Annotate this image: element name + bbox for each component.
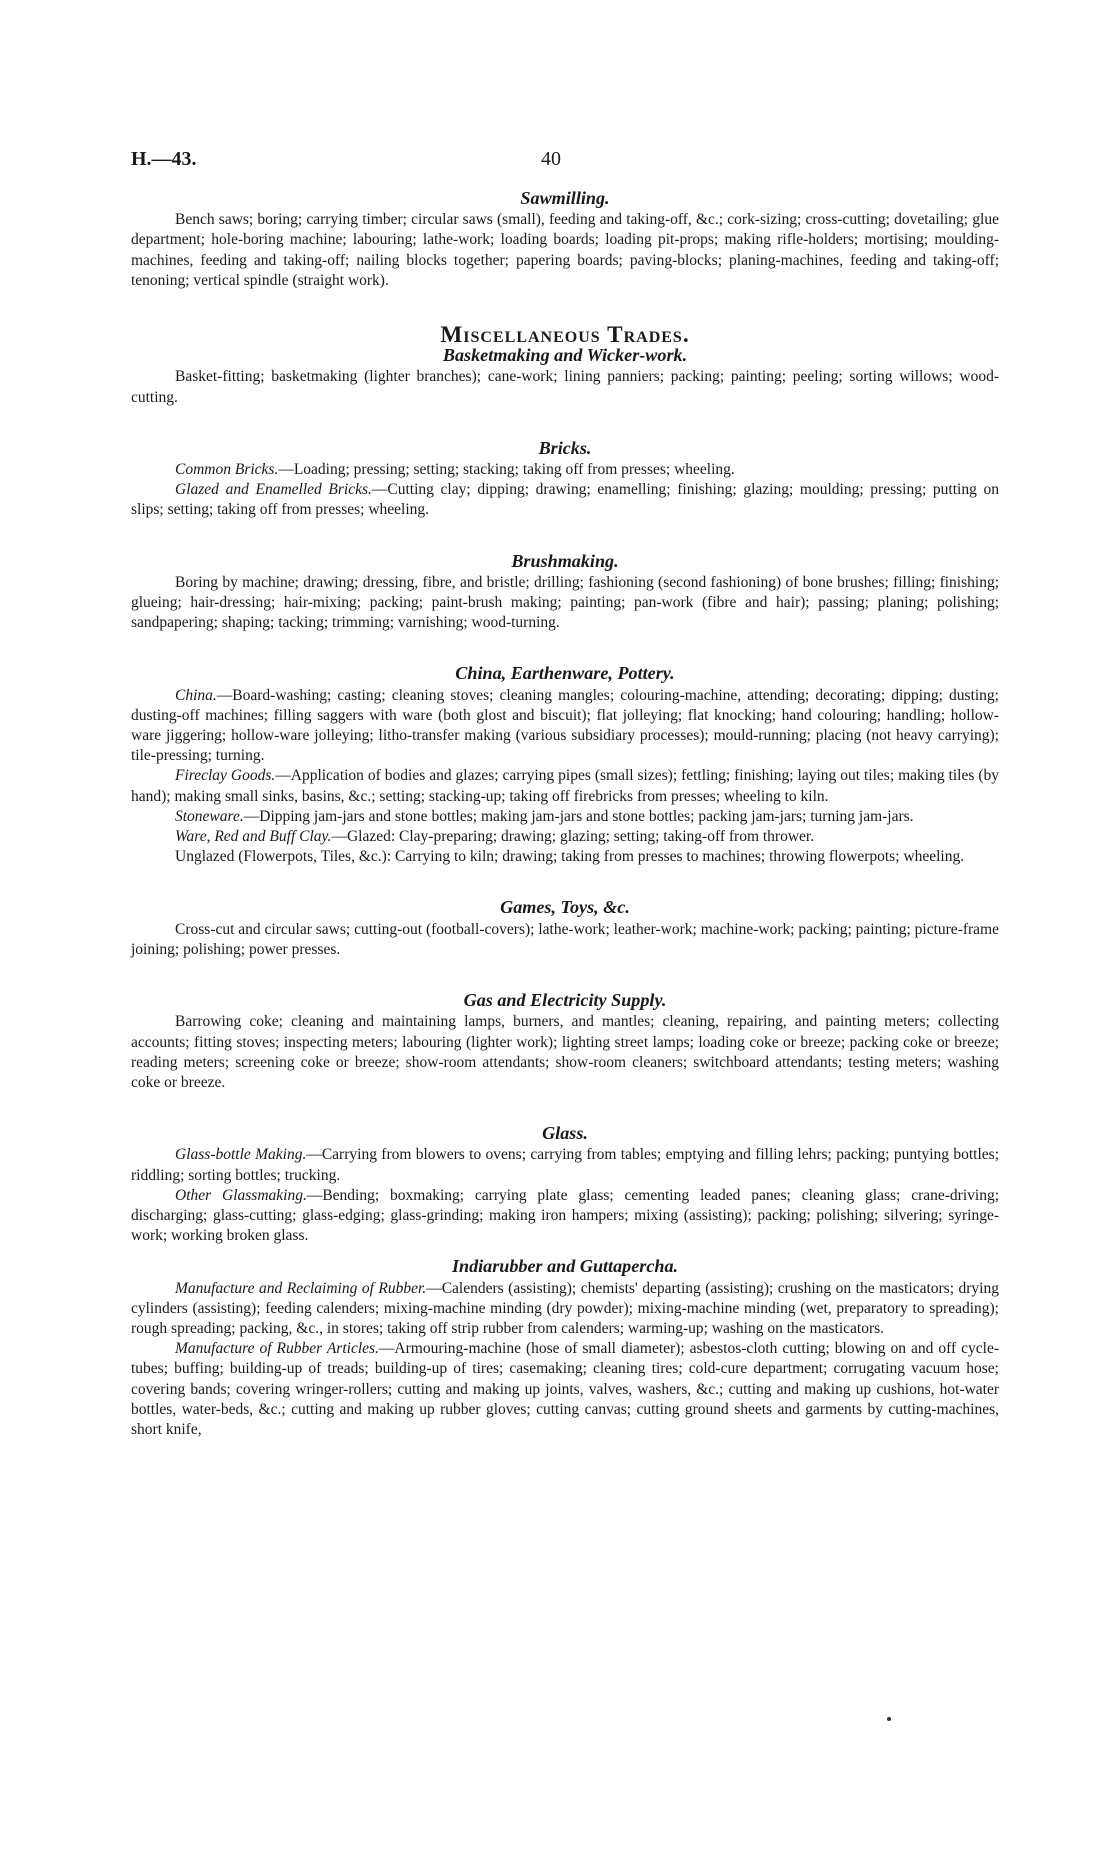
lead-glass-bottle: Glass-bottle Making. xyxy=(175,1146,307,1164)
lead-common-bricks: Common Bricks. xyxy=(175,461,279,479)
paragraph-other-glass xyxy=(131,1186,999,1247)
paragraph-basketmaking: Basket-fitting; basketmaking (lighter branches); cane-work; lining panniers; packing; painting; peeling; sorting willows; wood-cutting. xyxy=(131,368,999,406)
paragraph-games: Cross-cut and circular saws; cutting-out (football-covers); lathe-work; leather-work; machine-work; packing; painting; picture-frame joining; polishing; power presses. xyxy=(131,920,999,958)
paragraph-rubber-articles xyxy=(131,1339,999,1440)
lead-fireclay: Fireclay Goods. xyxy=(175,767,276,785)
section-heading-glass: Glass. xyxy=(542,1123,588,1144)
page-number: 40 xyxy=(541,148,561,170)
paragraph-sawmilling: Bench saws; boring; carrying timber; circular saws (small), feeding and taking-off, &c.; cork-sizing; cross-cutting; dovetailing; glue department; hole-boring machine; labouring; lathe-work; loading boards; loading pit-props; making rifle-holders; mortising; moulding-machines, feeding and taking-off; nailing blocks together; papering boards; paving-blocks; planing-machines, feeding and taking-off; tenoning; vertical spindle (straight work). xyxy=(131,211,999,289)
page-content xyxy=(131,188,999,1440)
lead-other-glass: Other Glassmaking. xyxy=(175,1186,307,1204)
text-common-bricks: —Loading; pressing; setting; stacking; taking off from presses; wheeling. xyxy=(278,461,735,479)
document-id: H.—43. xyxy=(131,148,197,170)
paragraph-ware-clay xyxy=(131,827,999,847)
paragraph-fireclay xyxy=(131,766,999,806)
ink-speck xyxy=(887,1717,891,1721)
lead-ware-clay: Ware, Red and Buff Clay. xyxy=(175,828,332,846)
text-fireclay: —Application of bodies and glazes; carrying pipes (small sizes); fettling; finishing; laying out tiles; making tiles (by hand); making small sinks, basins, &c.; setting; stacking-up; taking off firebricks from presses; wheeling to kiln. xyxy=(131,767,999,805)
paragraph-unglazed: Unglazed (Flowerpots, Tiles, &c.): Carrying to kiln; drawing; taking from presses to machines; throwing flowerpots; wheeling. xyxy=(175,848,965,866)
section-heading-sawmilling: Sawmilling. xyxy=(520,188,610,208)
text-china: —Board-washing; casting; cleaning stoves; cleaning mangles; colouring-machine, attending; decorating; dipping; dusting; dusting-off machines; filling saggers with ware (both glost and biscuit); flat jolleying; flat knocking; hand colouring; handling; hollow-ware jiggering; hollow-ware jolleying; litho-transfer making (various subsidiary processes); mould-running; placing (not heavy carrying); tile-pressing; turning. xyxy=(131,686,999,765)
main-heading-miscellaneous-trades: Miscellaneous Trades. xyxy=(440,322,690,349)
paragraph-brushmaking: Boring by machine; drawing; dressing, fibre, and bristle; drilling; fashioning (second fashioning) of bone brushes; filling; finishing; glueing; hair-dressing; hair-mixing; packing; paint-brush making; painting; pan-work (fibre and hair); passing; planing; polishing; sandpapering; shaping; tacking; trimming; varnishing; wood-turning. xyxy=(131,573,999,632)
lead-stoneware: Stoneware. xyxy=(175,807,244,825)
paragraph-stoneware xyxy=(131,807,999,827)
text-glazed-bricks: —Cutting clay; dipping; drawing; enamelling; finishing; glazing; moulding; pressing; putting on slips; setting; taking off from presses; wheeling. xyxy=(131,481,999,519)
paragraph-common-bricks xyxy=(131,460,999,480)
text-stoneware: —Dipping jam-jars and stone bottles; making jam-jars and stone bottles; packing jam-jars; turning jam-jars. xyxy=(243,807,914,825)
lead-glazed-bricks: Glazed and Enamelled Bricks. xyxy=(175,481,372,499)
section-heading-china: China, Earthenware, Pottery. xyxy=(455,663,675,684)
text-ware-clay: —Glazed: Clay-preparing; drawing; glazing; setting; taking-off from thrower. xyxy=(331,828,815,846)
section-heading-gas: Gas and Electricity Supply. xyxy=(463,990,667,1011)
paragraph-rubber-reclaiming xyxy=(131,1279,999,1340)
section-heading-games: Games, Toys, &c. xyxy=(500,897,630,918)
section-heading-basketmaking: Basketmaking and Wicker-work. xyxy=(442,345,688,366)
text-rubber-reclaiming: —Calenders (assisting); chemists' departing (assisting); crushing on the masticators; drying cylinders (assisting); feeding calenders; mixing-machine minding (dry powder); mixing-machine minding (wet, preparatory to spreading); rough spreading; packing, &c., in stores; taking off strip rubber from calenders; warming-up; washing on the masticators. xyxy=(131,1279,999,1337)
lead-china: China. xyxy=(175,686,217,704)
section-heading-bricks: Bricks. xyxy=(538,437,592,458)
paragraph-china xyxy=(131,686,999,767)
text-other-glass: —Bending; boxmaking; carrying plate glass; cementing leaded panes; cleaning glass; crane-driving; discharging; glass-cutting; glass-edging; glass-grinding; making iron hampers; mixing (assisting); packing; polishing; silvering; syringe-work; working broken glass. xyxy=(131,1186,1000,1245)
section-heading-indiarubber: Indiarubber and Guttapercha. xyxy=(451,1256,679,1277)
text-rubber-articles: —Armouring-machine (hose of small diameter); asbestos-cloth cutting; blowing on and off cycle-tubes; buffing; building-up of treads; building-up of tires; casemaking; cleaning tires; cold-cure department; corrugating vacuum hose; covering bands; covering wringer-rollers; cutting and making up joints, valves, washers, &c.; cutting and making up cushions, hot-water bottles, water-beds, &c.; cutting and making up rubber gloves; cutting canvas; cutting ground sheets and garments by cutting-machines, short knife, xyxy=(131,1340,999,1438)
lead-rubber-articles: Manufacture of Rubber Articles. xyxy=(175,1340,379,1358)
section-heading-brushmaking: Brushmaking. xyxy=(511,550,619,571)
text-glass-bottle: —Carrying from blowers to ovens; carrying from tables; emptying and filling lehrs; packing; puntying bottles; riddling; sorting bottles; trucking. xyxy=(131,1146,999,1184)
paragraph-gas: Barrowing coke; cleaning and maintaining lamps, burners, and mantles; cleaning, repairing, and painting meters; collecting accounts; fitting stoves; inspecting meters; labouring (lighter work); lighting street lamps; loading coke or breeze; packing coke or breeze; reading meters; screening coke or breeze; show-room attendants; show-room cleaners; switchboard attendants; testing meters; washing coke or breeze. xyxy=(131,1013,999,1091)
lead-rubber-reclaiming: Manufacture and Reclaiming of Rubber. xyxy=(175,1279,427,1297)
page-header xyxy=(131,148,999,178)
paragraph-glass-bottle xyxy=(131,1145,999,1185)
paragraph-glazed-bricks xyxy=(131,480,999,520)
